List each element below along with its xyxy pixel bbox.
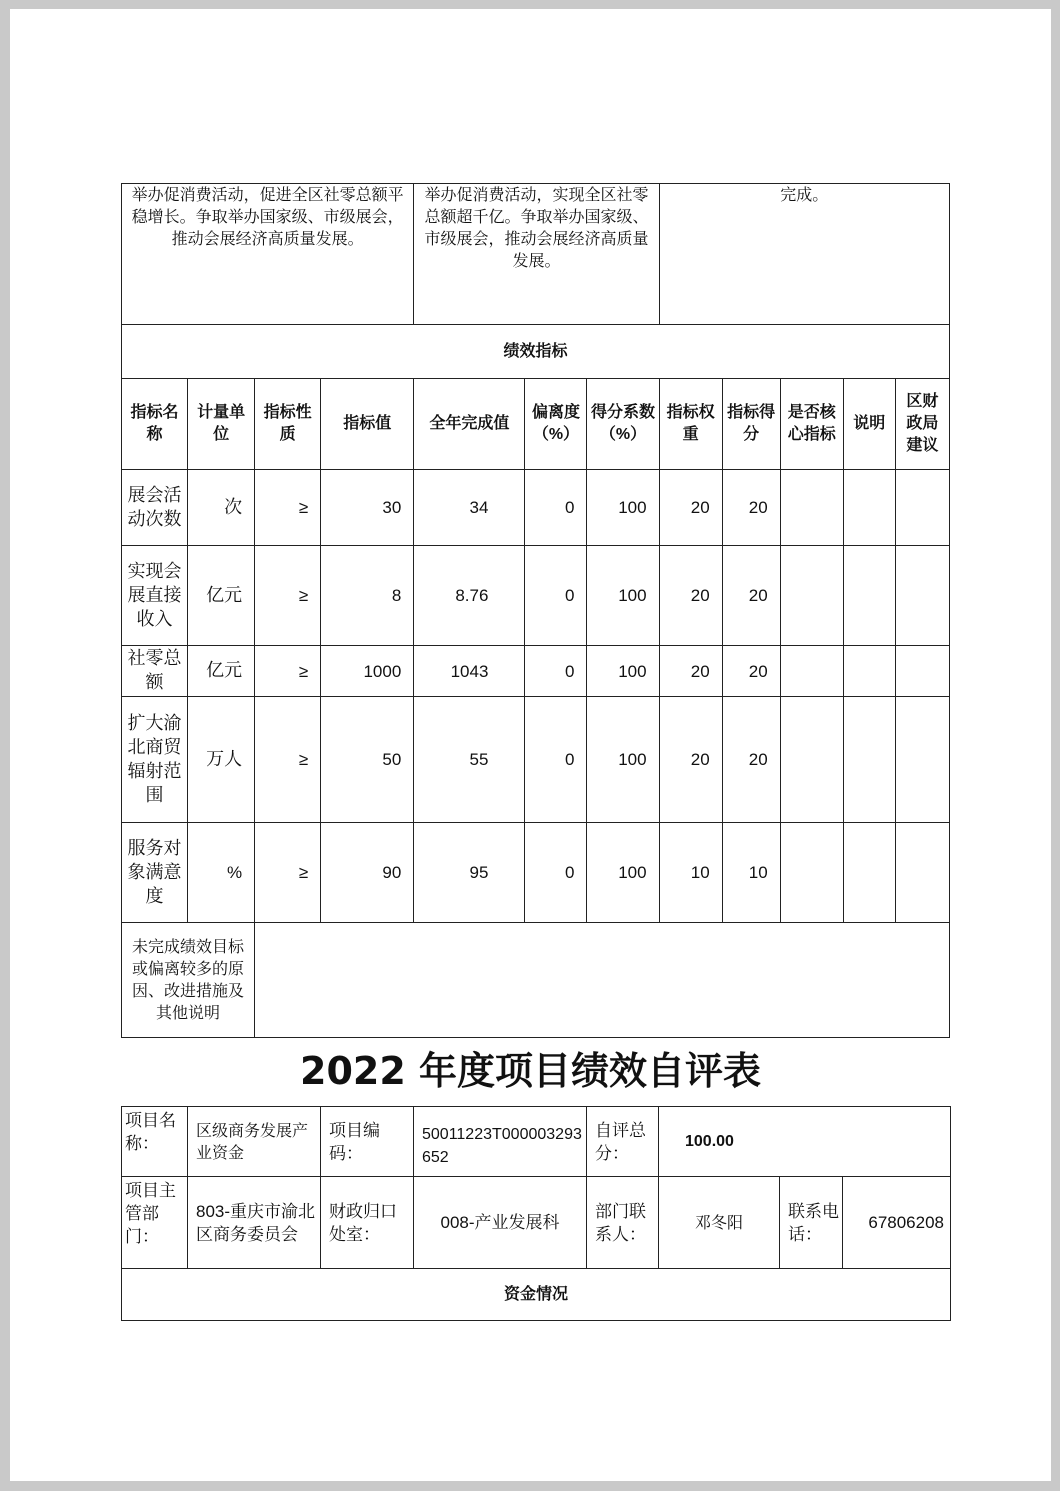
indicator-note xyxy=(843,470,895,546)
indicator-advice xyxy=(895,546,949,646)
indicator-unit: 亿元 xyxy=(188,646,255,697)
contact-label: 部门联系人： xyxy=(587,1177,659,1269)
header-note: 说明 xyxy=(843,379,895,470)
indicator-deviation: 0 xyxy=(525,697,587,823)
header-nature: 指标性质 xyxy=(255,379,321,470)
header-advice: 区财政局建议 xyxy=(895,379,949,470)
indicator-deviation: 0 xyxy=(525,646,587,697)
header-unit: 计量单位 xyxy=(188,379,255,470)
indicator-target: 50 xyxy=(321,697,414,823)
indicator-nature: ≥ xyxy=(255,823,321,923)
unfinished-reason-value xyxy=(255,923,950,1038)
indicator-note xyxy=(843,697,895,823)
indicator-target: 30 xyxy=(321,470,414,546)
goal-text-status: 完成。 xyxy=(659,184,949,325)
indicator-nature: ≥ xyxy=(255,646,321,697)
indicator-note xyxy=(843,546,895,646)
indicator-weight: 20 xyxy=(659,546,722,646)
document-page xyxy=(10,9,1051,1481)
indicator-name: 实现会展直接收入 xyxy=(122,546,188,646)
table-row xyxy=(122,697,950,823)
indicator-actual: 1043 xyxy=(414,646,525,697)
header-coefficient: 得分系数（%） xyxy=(587,379,659,470)
indicator-core xyxy=(780,646,843,697)
header-indicator-name: 指标名称 xyxy=(122,379,188,470)
indicator-actual: 95 xyxy=(414,823,525,923)
indicator-coefficient: 100 xyxy=(587,546,659,646)
indicator-actual: 34 xyxy=(414,470,525,546)
header-target: 指标值 xyxy=(321,379,414,470)
indicator-weight: 10 xyxy=(659,823,722,923)
indicator-core xyxy=(780,697,843,823)
phone-value: 67806208 xyxy=(843,1177,951,1269)
phone-label: 联系电话： xyxy=(780,1177,843,1269)
table-row xyxy=(122,823,950,923)
indicator-nature: ≥ xyxy=(255,470,321,546)
indicator-weight: 20 xyxy=(659,646,722,697)
indicator-unit: 亿元 xyxy=(188,546,255,646)
indicator-coefficient: 100 xyxy=(587,697,659,823)
project-name-value: 区级商务发展产业资金 xyxy=(188,1107,321,1177)
goal-text-planned: 举办促消费活动，促进全区社零总额平稳增长。争取举办国家级、市级展会，推动会展经济高质量发展。 xyxy=(122,184,414,325)
form-title: 2022 年度项目绩效自评表 xyxy=(300,1049,761,1093)
project-code-label: 项目编码： xyxy=(321,1107,414,1177)
indicator-score: 20 xyxy=(722,646,780,697)
dept-label: 项目主管部门： xyxy=(122,1177,188,1269)
indicator-actual: 8.76 xyxy=(414,546,525,646)
indicator-advice xyxy=(895,646,949,697)
self-score-value: 100.00 xyxy=(659,1107,951,1177)
header-score: 指标得分 xyxy=(722,379,780,470)
dept-value: 803-重庆市渝北区商务委员会 xyxy=(188,1177,321,1269)
indicator-name: 扩大渝北商贸辐射范围 xyxy=(122,697,188,823)
indicator-weight: 20 xyxy=(659,697,722,823)
indicator-coefficient: 100 xyxy=(587,470,659,546)
indicator-score: 20 xyxy=(722,546,780,646)
indicator-name: 展会活动次数 xyxy=(122,470,188,546)
header-deviation: 偏离度（%） xyxy=(525,379,587,470)
indicator-note xyxy=(843,646,895,697)
indicator-unit: 万人 xyxy=(188,697,255,823)
performance-section-title: 绩效指标 xyxy=(122,325,950,379)
header-actual: 全年完成值 xyxy=(414,379,525,470)
indicator-advice xyxy=(895,823,949,923)
indicator-score: 20 xyxy=(722,697,780,823)
indicator-target: 90 xyxy=(321,823,414,923)
project-info-table xyxy=(121,1106,951,1321)
indicator-weight: 20 xyxy=(659,470,722,546)
indicator-name: 服务对象满意度 xyxy=(122,823,188,923)
contact-value: 邓冬阳 xyxy=(659,1177,780,1269)
unfinished-reason-label: 未完成绩效目标或偏离较多的原因、改进措施及其他说明 xyxy=(122,923,255,1038)
project-code-value: 50011223T000003293652 xyxy=(414,1107,587,1177)
indicator-unit: 次 xyxy=(188,470,255,546)
indicator-target: 1000 xyxy=(321,646,414,697)
indicator-name: 社零总额 xyxy=(122,646,188,697)
funds-section-title: 资金情况 xyxy=(122,1269,951,1321)
table-row xyxy=(122,546,950,646)
self-score-label: 自评总分： xyxy=(587,1107,659,1177)
indicator-advice xyxy=(895,470,949,546)
finance-office-value: 008-产业发展科 xyxy=(414,1177,587,1269)
indicator-deviation: 0 xyxy=(525,823,587,923)
indicator-nature: ≥ xyxy=(255,546,321,646)
indicator-deviation: 0 xyxy=(525,470,587,546)
indicator-score: 20 xyxy=(722,470,780,546)
table-row xyxy=(122,646,950,697)
indicator-coefficient: 100 xyxy=(587,646,659,697)
indicator-target: 8 xyxy=(321,546,414,646)
indicator-actual: 55 xyxy=(414,697,525,823)
indicator-core xyxy=(780,546,843,646)
indicator-nature: ≥ xyxy=(255,697,321,823)
indicator-coefficient: 100 xyxy=(587,823,659,923)
goal-text-actual: 举办促消费活动，实现全区社零总额超千亿。争取举办国家级、市级展会，推动会展经济高质量发展。 xyxy=(414,184,659,325)
indicator-score: 10 xyxy=(722,823,780,923)
indicator-core xyxy=(780,823,843,923)
indicator-core xyxy=(780,470,843,546)
table-row xyxy=(122,470,950,546)
header-weight: 指标权重 xyxy=(659,379,722,470)
header-core: 是否核心指标 xyxy=(780,379,843,470)
indicator-advice xyxy=(895,697,949,823)
indicator-deviation: 0 xyxy=(525,546,587,646)
finance-office-label: 财政归口处室： xyxy=(321,1177,414,1269)
indicator-note xyxy=(843,823,895,923)
performance-table xyxy=(121,183,950,1038)
project-name-label: 项目名称： xyxy=(122,1107,188,1177)
indicator-unit: % xyxy=(188,823,255,923)
